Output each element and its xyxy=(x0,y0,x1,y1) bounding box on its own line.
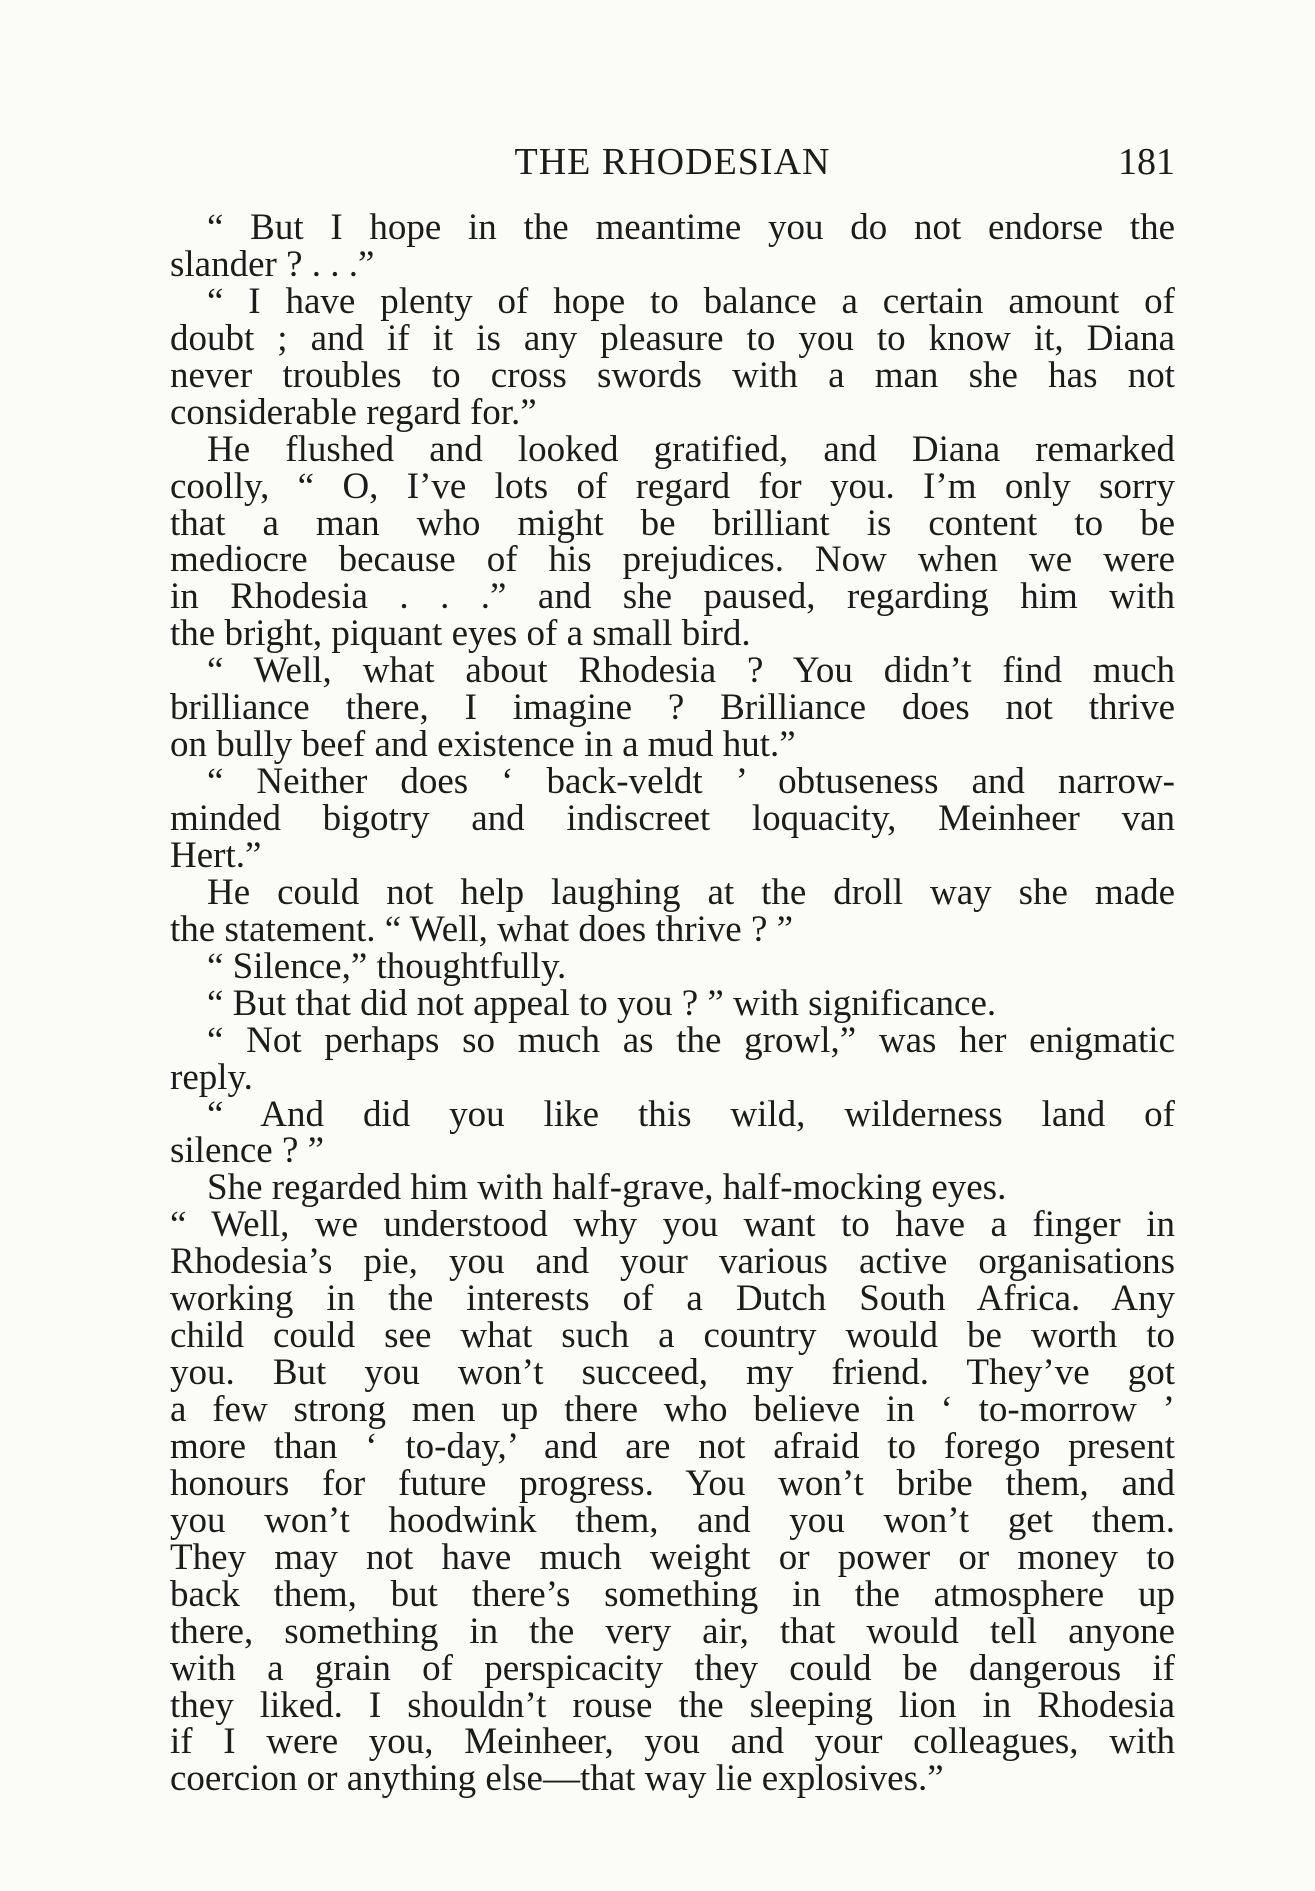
text-line: Rhodesia’s pie, you and your various active organisations xyxy=(170,1241,1175,1283)
text-line: a few strong men up there who believe in ‘ to-morrow ’ xyxy=(170,1389,1175,1430)
text-line: coolly, “ O, I’ve lots of regard for you. I’m only sorry xyxy=(170,465,1175,507)
paragraph xyxy=(170,1019,1175,1098)
text-line: on bully beef and existence in a mud hut.” xyxy=(170,724,796,766)
text-line: “ Silence,” thoughtfully. xyxy=(207,945,567,987)
text-line: “ But I hope in the meantime you do not endorse the xyxy=(207,207,1175,248)
body-text xyxy=(170,207,1175,1800)
text-line: “ Not perhaps so much as the growl,” was her enigmatic xyxy=(207,1019,1175,1061)
text-line: mediocre because of his prejudices. Now when we were xyxy=(170,539,1175,581)
text-line: reply. xyxy=(170,1056,253,1098)
text-line: if I were you, Meinheer, you and your colleagues, with xyxy=(170,1721,1175,1763)
paragraph xyxy=(170,650,1175,766)
text-line: more than ‘ to-day,’ and are not afraid to forego present xyxy=(170,1425,1175,1467)
text-line: coercion or anything else—that way lie explosives.” xyxy=(170,1758,944,1800)
text-line: considerable regard for.” xyxy=(170,391,537,433)
text-line: Hert.” xyxy=(170,834,262,876)
text-line: “ I have plenty of hope to balance a certain amount of xyxy=(207,280,1175,322)
text-line: “ And did you like this wild, wilderness land of xyxy=(207,1093,1175,1135)
text-line: working in the interests of a Dutch South Africa. Any xyxy=(170,1278,1175,1320)
paragraph xyxy=(170,761,1175,876)
text-line: there, something in the very air, that would tell anyone xyxy=(170,1610,1175,1652)
text-line: honours for future progress. You won’t bribe them, and xyxy=(170,1462,1175,1504)
paragraph xyxy=(170,871,1175,950)
text-line: slander ? . . .” xyxy=(170,243,375,285)
text-line: minded bigotry and indiscreet loquacity, Meinheer van xyxy=(170,798,1175,839)
paragraph xyxy=(170,428,1175,655)
paragraph xyxy=(170,1093,1175,1172)
text-line: “ Well, what about Rhodesia ? You didn’t find much xyxy=(207,650,1175,692)
text-line: He could not help laughing at the droll way she made xyxy=(207,871,1175,913)
text-line: never troubles to cross swords with a man she has not xyxy=(170,354,1175,396)
text-line: you won’t hoodwink them, and you won’t get them. xyxy=(170,1499,1175,1541)
text-line: silence ? ” xyxy=(170,1130,325,1172)
paragraph xyxy=(170,945,1175,987)
page-number: 181 xyxy=(1118,141,1175,183)
text-line: brilliance there, I imagine ? Brilliance does not thrive xyxy=(170,687,1175,729)
paragraph xyxy=(170,982,1175,1024)
text-line: doubt ; and if it is any pleasure to you to know it, Diana xyxy=(170,317,1175,359)
text-line: “ Well, we understood why you want to have a finger in xyxy=(170,1204,1175,1246)
paragraph xyxy=(170,207,1175,285)
text-line: She regarded him with half-grave, half-mocking eyes. xyxy=(207,1167,1007,1209)
text-line: He flushed and looked gratified, and Diana remarked xyxy=(207,428,1175,470)
text-line: back them, but there’s something in the atmosphere up xyxy=(170,1573,1175,1615)
text-line: “ Neither does ‘ back-veldt ’ obtuseness and narrow- xyxy=(207,761,1175,803)
text-line: the bright, piquant eyes of a small bird. xyxy=(170,613,751,655)
text-line: with a grain of perspicacity they could be dangerous if xyxy=(170,1647,1175,1689)
text-line: the statement. “ Well, what does thrive ? ” xyxy=(170,908,794,950)
text-line: that a man who might be brilliant is content to be xyxy=(170,502,1175,544)
text-line: child could see what such a country would be worth to xyxy=(170,1315,1175,1357)
text-line: in Rhodesia . . .” and she paused, regarding him with xyxy=(170,576,1175,618)
paragraph xyxy=(170,1204,1175,1800)
paragraph xyxy=(170,280,1175,433)
text-line: “ But that did not appeal to you ? ” with significance. xyxy=(207,982,997,1024)
text-line: They may not have much weight or power or money to xyxy=(170,1536,1175,1578)
running-header xyxy=(170,140,1175,184)
paragraph xyxy=(170,1167,1175,1209)
text-line: they liked. I shouldn’t rouse the sleeping lion in Rhodesia xyxy=(170,1684,1175,1726)
text-line: you. But you won’t succeed, my friend. They’ve got xyxy=(170,1352,1175,1394)
running-title: THE RHODESIAN xyxy=(514,141,831,183)
